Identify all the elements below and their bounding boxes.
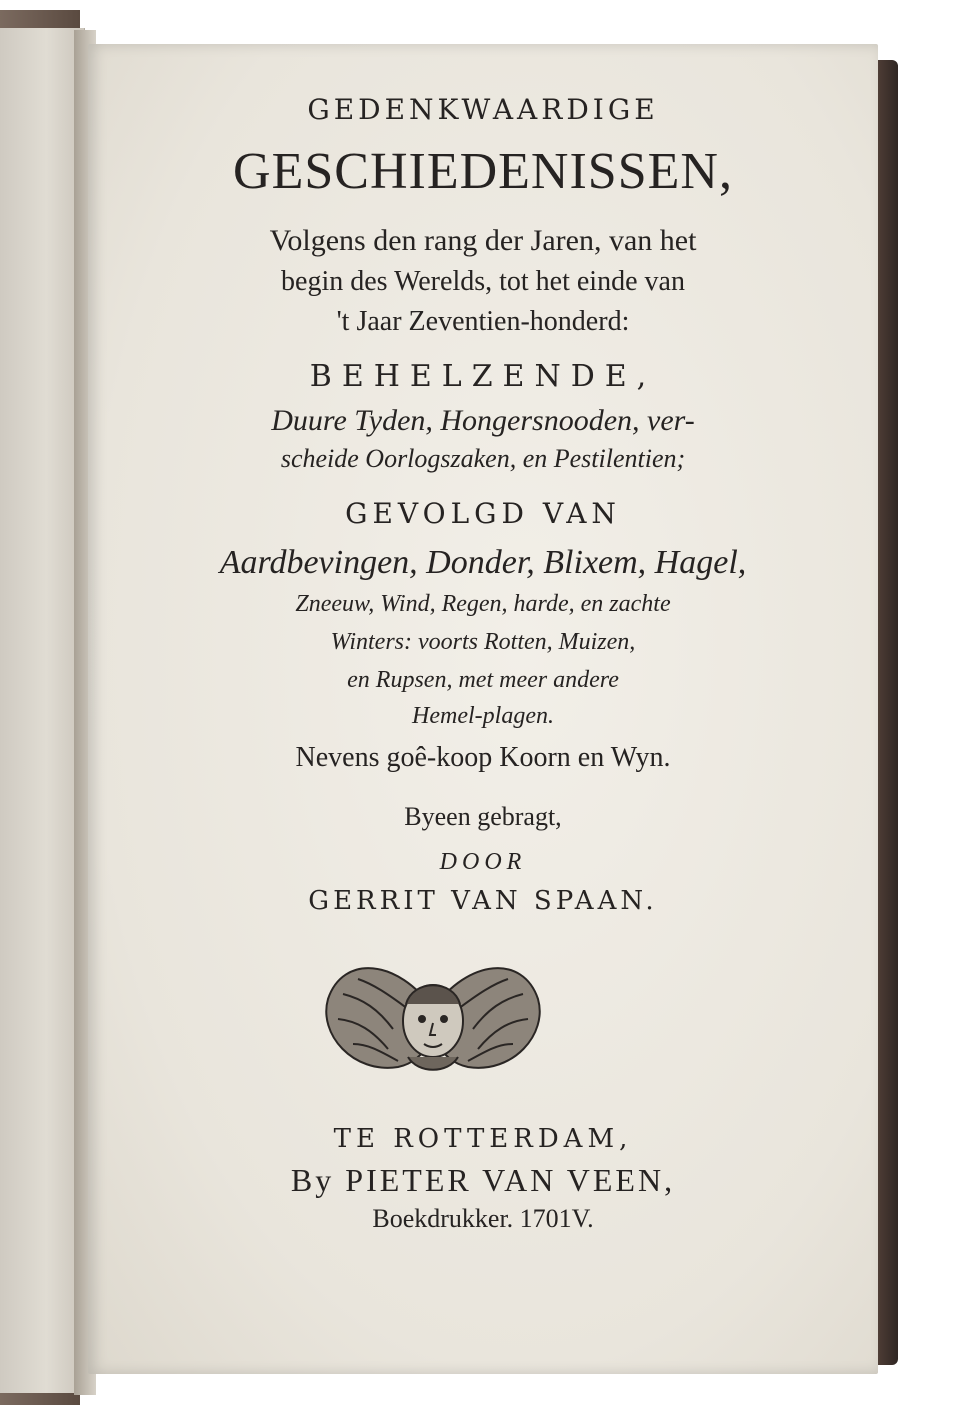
contents-line-2: scheide Oorlogszaken, en Pestilentien;	[280, 444, 686, 473]
door-label: DOOR	[439, 849, 527, 875]
contents-line-1: Duure Tyden, Hongersnooden, ver-	[271, 404, 695, 437]
gevolgd-van-heading: GEVOLGD VAN	[345, 497, 621, 530]
byeen-gebragt: Byeen gebragt,	[404, 802, 562, 831]
title-page	[88, 44, 878, 1374]
main-title: GESCHIEDENISSEN,	[233, 143, 733, 200]
contents-line-6: en Rupsen, met meer andere	[347, 667, 619, 693]
subtitle-line-1: Volgens den rang der Jaren, van het	[269, 224, 697, 257]
nevens-line: Nevens goê-koop Koorn en Wyn.	[295, 742, 671, 773]
winged-cherub-icon	[318, 949, 548, 1089]
title-line-1: GEDENKWAARDIGE	[307, 93, 659, 126]
imprint-city: TE ROTTERDAM,	[333, 1124, 633, 1154]
imprint-year: Boekdrukker. 1701V.	[372, 1204, 594, 1233]
left-page	[0, 28, 85, 1393]
author-name: GERRIT VAN SPAAN.	[308, 886, 658, 916]
contents-line-4: Zneeuw, Wind, Regen, harde, en zachte	[295, 591, 671, 617]
subtitle-line-2: begin des Werelds, tot het einde van	[281, 266, 685, 297]
subtitle-line-3: 't Jaar Zeventien-honderd:	[336, 306, 630, 337]
imprint-printer: By PIETER VAN VEEN,	[290, 1162, 676, 1198]
behelzende-heading: BEHELZENDE,	[309, 359, 657, 394]
contents-line-5: Winters: voorts Rotten, Muizen,	[330, 629, 636, 655]
contents-line-7: Hemel-plagen.	[412, 703, 554, 729]
contents-line-3: Aardbevingen, Donder, Blixem, Hagel,	[219, 544, 747, 581]
